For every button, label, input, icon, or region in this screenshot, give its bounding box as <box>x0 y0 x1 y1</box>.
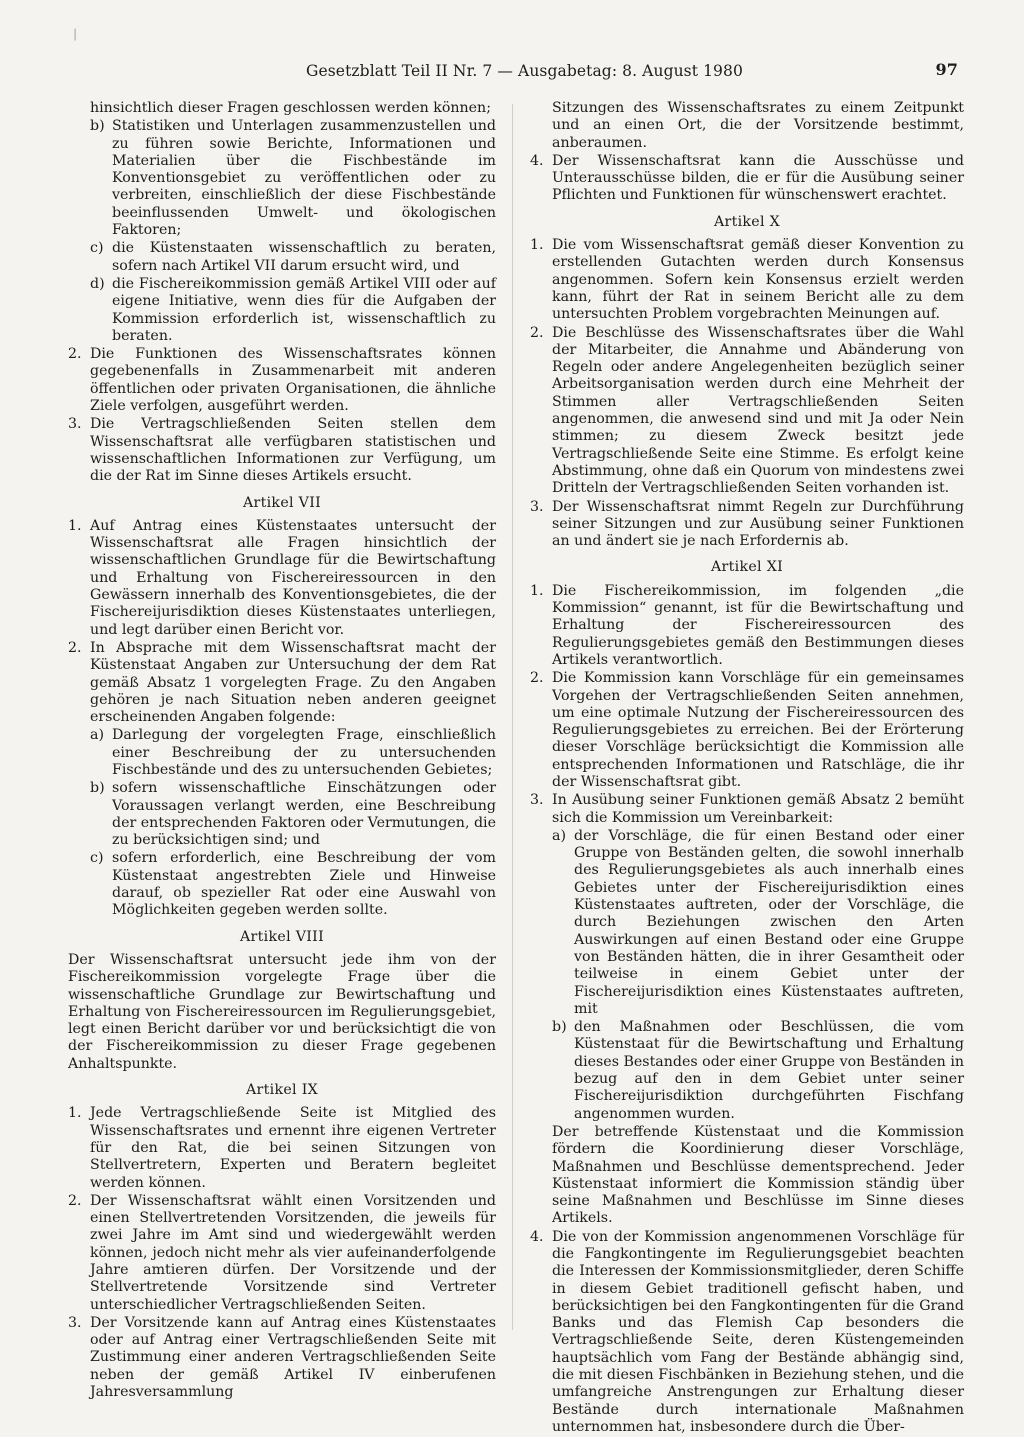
paragraph-text: Der Wissenschaftsrat kann die Ausschüsse und Unterausschüsse bilden, die er für die Ausübung seiner Pflichten und Funktionen für wünschenswert erachtet. <box>552 152 964 204</box>
item-label: b) <box>90 780 105 797</box>
paragraph-text: Der Wissenschaftsrat wählt einen Vorsitzenden und einen Stellvertretenden Vorsitzenden, die jeweils für zwei Jahre im Amt sind und wiedergewählt werden können, jedoch nicht mehr als vier aufeinanderfolgende Jahre amtieren dürfen. Der Vorsitzende und der Stellvertretende Vorsitzende sind Vertreter unterschiedlicher Vertragschließenden Seiten. <box>90 1192 496 1313</box>
article-heading: Artikel X <box>713 213 781 230</box>
paragraph-number: 3. <box>68 1314 82 1331</box>
paragraph-number: 4. <box>530 1228 544 1245</box>
paragraph-text: Die Funktionen des Wissenschaftsrates können gegebenenfalls in Zusammenarbeit mit anderen öffentlichen oder privaten Organisationen, die ähnliche Ziele verfolgen, ausgeführt werden. <box>90 346 496 415</box>
item-label: a) <box>552 827 566 844</box>
list-item <box>90 240 496 275</box>
numbered-paragraph <box>68 518 496 639</box>
numbered-paragraph <box>530 499 964 551</box>
paragraph-text: Jede Vertragschließende Seite ist Mitglied des Wissenschaftsrates und ernennt ihre eigenen Vertreter für den Rat, die bei seinen Sitzungen von Stellvertretern, Experten und Beratern begleitet werden können. <box>90 1105 496 1191</box>
list-item <box>90 850 496 919</box>
page-header <box>270 62 958 84</box>
paragraph: Der betreffende Küstenstaat und die Kommission fördern die Koordinierung dieser Vorschläge, Maßnahmen und Beschlüsse dementsprechend. Jeder Küstenstaat informiert die Kommission ständig über seine Maßnahmen und Beschlüsse im Sinne dieses Artikels. <box>552 1123 964 1227</box>
paragraph-text: Die Kommission kann Vorschläge für ein gemeinsames Vorgehen der Vertragschließenden Seiten annehmen, um eine optimale Nutzung der Fischereiressourcen des Regulierungsgebietes zu erreichen. Bei der Erörterung dieser Vorschläge berücksichtigt die Kommission alle entsprechenden Informationen und Ratschläge, die ihr der Wissenschaftsrat gibt. <box>552 670 964 790</box>
item-label: c) <box>90 240 104 257</box>
item-text: die Küstenstaaten wissenschaftlich zu beraten, sofern nach Artikel VII darum ersucht wird, und <box>112 240 496 274</box>
article-heading: Artikel VII <box>242 494 322 511</box>
paragraph-number: 1. <box>68 1105 82 1122</box>
paragraph-number: 2. <box>68 346 82 363</box>
paragraph: Der Wissenschaftsrat untersucht jede ihm von der Fischereikommission vorgelegte Frage über die wissenschaftliche Grundlage zur Bewirtschaftung und Erhaltung von Fischereiressourcen im Regulierungsgebiet, legt einen Bericht darüber vor und berücksichtigt die von der Fischereikommission zu dieser Frage gegebenen Anhaltspunkte. <box>68 951 496 1072</box>
item-text: sofern erforderlich, eine Beschreibung der vom Küstenstaat angestrebten Ziele und Hinweise darauf, ob spezieller Rat oder eine Auswahl von Möglichkeiten gegeben werden sollte. <box>112 850 496 919</box>
paragraph-text: Die Beschlüsse des Wissenschaftsrates über die Wahl der Mitarbeiter, die Annahme und Abänderung von Regeln oder andere Angelegenheiten bezüglich seiner Arbeitsorganisation werden durch eine Mehrheit der Stimmen aller Vertragschließenden Seiten angenommen, die anwesend sind und mit Ja oder Nein stimmen; zu diesem Zweck besitzt jede Vertragschließende Seite eine Stimme. Es erfolgt keine Abstimmung, ohne daß ein Quorum von mindestens zwei Dritteln der Vertragschließenden Seiten vorhanden ist. <box>552 324 964 497</box>
paragraph-number: 2. <box>530 324 544 341</box>
item-text: die Fischereikommission gemäß Artikel VIII oder auf eigene Initiative, wenn dies für die Aufgaben der Kommission erforderlich ist, wissenschaftlich zu beraten. <box>112 275 496 344</box>
numbered-paragraph <box>530 583 964 669</box>
article-heading: Artikel IX <box>245 1082 318 1099</box>
paragraph-number: 4. <box>530 152 544 169</box>
list-item <box>90 276 496 345</box>
list-item <box>90 727 496 779</box>
column-divider <box>512 104 513 1330</box>
scan-mark: │ <box>72 30 79 41</box>
header-title: Gesetzblatt Teil II Nr. 7 — Ausgabetag: 8. August 1980 <box>306 62 743 80</box>
item-text: den Maßnahmen oder Beschlüssen, die vom Küstenstaat für die Bewirtschaftung und Erhaltung dieses Bestandes oder einer Gruppe von Beständen in bezug auf den in dem Gebiet unter seiner Fischereijurisdiktion durchgeführten Fischfang angenommen wurden. <box>574 1019 964 1122</box>
article-heading: Artikel XI <box>710 559 783 576</box>
paragraph-text: Die Fischereikommission, im folgenden „die Kommission“ genannt, ist für die Bewirtschaftung und Erhaltung der Fischereiressourcen des Regulierungsgebietes gemäß den Bestimmungen dieses Artikels verantwortlich. <box>552 582 964 668</box>
item-text: sofern wissenschaftliche Einschätzungen oder Voraussagen verlangt werden, eine Beschreibung der entsprechenden Faktoren oder Vermutungen, die zu berücksichtigen sind; und <box>112 780 496 849</box>
numbered-paragraph <box>530 237 964 323</box>
numbered-paragraph <box>68 1105 496 1191</box>
item-text: Statistiken und Unterlagen zusammenzustellen und zu führen sowie Berichte, Informationen und Materialien über die Fischbestände im Konventionsgebiet zu veröffentlichen oder zu verbreiten, einschließlich der diese Fischbestände beeinflussenden Umwelt- und ökologischen Faktoren; <box>112 118 496 239</box>
item-text: Darlegung der vorgelegten Frage, einschließlich einer Beschreibung der zu untersuchenden Fischbestände und des zu untersuchenden Gebietes; <box>112 727 496 778</box>
paragraph-text: Die vom Wissenschaftsrat gemäß dieser Konvention zu erstellenden Gutachten werden durch Konsensus angenommen. Sofern kein Konsensus erzielt werden kann, führt der Rat in seinem Bericht alle zu dem untersuchten Problem vorgebrachten Meinungen auf. <box>552 237 964 323</box>
numbered-paragraph <box>68 346 496 415</box>
item-label: b) <box>552 1019 567 1036</box>
list-item <box>90 780 496 849</box>
paragraph: Sitzungen des Wissenschaftsrates zu einem Zeitpunkt und an einen Ort, die der Vorsitzende bestimmt, anberaumen. <box>552 100 964 151</box>
right-column <box>530 100 964 1437</box>
numbered-paragraph <box>530 670 964 791</box>
list-item <box>552 1019 964 1123</box>
numbered-paragraph <box>68 416 496 485</box>
numbered-paragraph <box>530 325 964 498</box>
paragraph-text: Die von der Kommission angenommenen Vorschläge für die Fangkontingente im Regulierungsgebiet beachten die Interessen der Kommissionsmitglieder, deren Schiffe in diesem Gebiet traditionell gefischt haben, und berücksichtigen bei den Fangkontingenten für die Grand Banks und das Flemish Cap besonders die Vertragschließende Seite, deren Küstengemeinden hauptsächlich vom Fang der Bestände abhängig sind, die mit diesen Fischbänken in Beziehung stehen, und die umfangreiche Anstrengungen zur Erhaltung dieser Bestände durch internationale Maßnahmen unternommen hat, insbesondere durch die Über- <box>552 1228 964 1435</box>
numbered-paragraph <box>68 640 496 726</box>
list-item <box>90 118 496 239</box>
paragraph-number: 2. <box>530 670 544 687</box>
paragraph-number: 3. <box>530 792 544 809</box>
paragraph-text: Die Vertragschließenden Seiten stellen dem Wissenschaftsrat alle verfügbaren statistischen und wissenschaftlichen Informationen zur Verfügung, um die der Rat im Sinne dieses Artikels ersucht. <box>90 416 496 485</box>
paragraph-text: Der Vorsitzende kann auf Antrag eines Küstenstaates oder auf Antrag einer Vertragschließenden Seite mit Zustimmung einer anderen Vertragschließenden Seite neben der gemäß Artikel IV einberufenen Jahresversammlung <box>90 1314 496 1401</box>
item-text: der Vorschläge, die für einen Bestand oder einer Gruppe von Beständen gelten, die sowohl innerhalb des Regulierungsgebietes als auch innerhalb eines Gebietes unter der Fischereijurisdiktion eines Küstenstaates auftreten, oder der Vorschläge, die durch Beziehungen zwischen den Arten Auswirkungen auf einen Bestand oder eine Gruppe von Beständen hätten, die in ihrer Gesamtheit oder teilweise in einem Gebiet unter der Fischereijurisdiktion eines Küstenstaates auftreten, mit <box>574 827 964 1017</box>
list-item <box>552 828 964 1018</box>
numbered-paragraph <box>68 1193 496 1314</box>
page-number: 97 <box>935 60 958 79</box>
item-label: d) <box>90 275 105 292</box>
paragraph-number: 1. <box>530 237 544 254</box>
left-column <box>68 100 496 1402</box>
paragraph: hinsichtlich dieser Fragen geschlossen werden können; <box>90 100 491 116</box>
numbered-paragraph <box>530 1229 964 1437</box>
item-label: c) <box>90 850 104 867</box>
article-heading: Artikel VIII <box>240 928 324 945</box>
numbered-paragraph <box>530 153 964 205</box>
numbered-paragraph <box>530 792 964 827</box>
item-label: b) <box>90 118 105 135</box>
paragraph-number: 1. <box>530 582 544 599</box>
paragraph-number: 3. <box>68 416 82 433</box>
item-label: a) <box>90 727 104 744</box>
paragraph-number: 2. <box>68 639 82 656</box>
numbered-paragraph <box>68 1315 496 1401</box>
paragraph-number: 1. <box>68 517 82 534</box>
paragraph-number: 3. <box>530 498 544 515</box>
paragraph-text: Auf Antrag eines Küstenstaates untersucht der Wissenschaftsrat alle Fragen hinsichtlich der wissenschaftlichen Grundlage für die Bewirtschaftung und Erhaltung von Fischereiressourcen in den Gewässern innerhalb des Konventionsgebietes, die der Fischereijurisdiktion dieses Küstenstaates unterliegen, und legt darüber einen Bericht vor. <box>90 517 496 638</box>
paragraph-text: Der Wissenschaftsrat nimmt Regeln zur Durchführung seiner Sitzungen und zur Ausübung seiner Funktionen an und ändert sie je nach Erfordernis ab. <box>552 498 964 550</box>
paragraph-text: In Absprache mit dem Wissenschaftsrat macht der Küstenstaat Angaben zur Untersuchung der dem Rat gemäß Absatz 1 vorgelegten Frage. Zu den Angaben gehören je nach Situation neben anderen geeignet erscheinenden Angaben folgende: <box>90 639 496 726</box>
paragraph-number: 2. <box>68 1192 82 1209</box>
paragraph-text: In Ausübung seiner Funktionen gemäß Absatz 2 bemüht sich die Kommission um Vereinbarkeit: <box>552 792 964 826</box>
